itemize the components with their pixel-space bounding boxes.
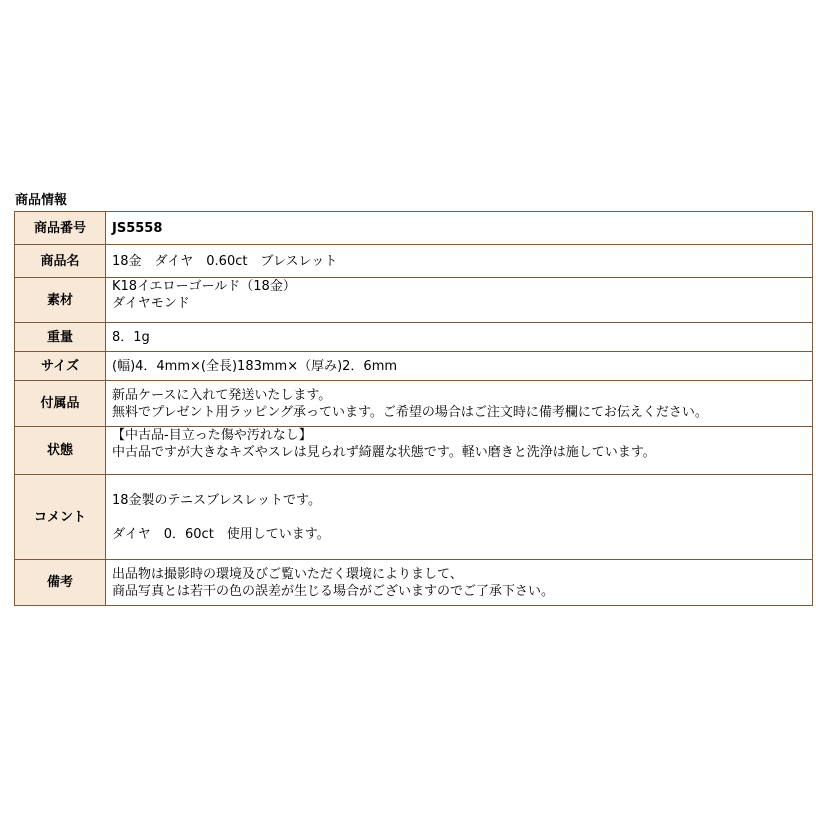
value-comment [106,475,813,560]
row-accessories [15,381,813,427]
row-product-number [15,212,813,245]
row-weight [15,323,813,352]
row-notes [15,560,813,606]
product-name-text: 18金 ダイヤ 0.60ct ブレスレット [112,253,338,269]
label-product-number: 商品番号 [15,212,106,245]
value-weight [106,323,813,352]
comment-spacer [112,509,812,526]
label-product-name: 商品名 [15,245,106,278]
product-info-table [14,211,813,606]
value-notes [106,560,813,606]
weight-text: 8．1g [112,329,150,345]
section-title: 商品情報 [15,193,68,208]
material-line-1: K18イエローゴールド（18金） [112,279,296,294]
condition-line-1: 【中古品-目立った傷や汚れなし】 [112,428,312,443]
value-material [106,278,813,323]
row-size [15,352,813,381]
row-material [15,278,813,323]
row-comment [15,475,813,560]
label-weight: 重量 [15,323,106,352]
notes-line-1: 出品物は撮影時の環境及びご覧いただく環境によりまして、 [112,566,463,582]
notes-line-2: 商品写真とは若干の色の誤差が生じる場合がございますのでご了承下さい。 [112,583,555,599]
label-accessories: 付属品 [15,381,106,427]
label-condition: 状態 [15,427,106,475]
value-size [106,352,813,381]
condition-line-2: 中古品ですが大きなキズやスレは見られず綺麗な状態です。軽い磨きと洗浄は施しています。 [112,445,656,460]
row-product-name [15,245,813,278]
size-text: (幅)4．4mm×(全長)183mm×（厚み)2．6mm [112,358,398,374]
value-product-name [106,245,813,278]
label-material: 素材 [15,278,106,323]
material-line-2: ダイヤモンド [112,296,190,311]
accessories-line-2: 無料でプレゼント用ラッピング承っています。ご希望の場合はご注文時に備考欄にてお伝えください。 [112,404,708,420]
label-size: サイズ [15,352,106,381]
product-number-text: JS5558 [112,220,163,236]
comment-line-2: ダイヤ 0．60ct 使用しています。 [112,526,330,542]
row-condition [15,427,813,475]
value-accessories [106,381,813,427]
value-condition [106,427,813,475]
label-notes: 備考 [15,560,106,606]
comment-line-1: 18金製のテニスブレスレットです。 [112,492,321,508]
label-comment: コメント [15,475,106,560]
accessories-line-1: 新品ケースに入れて発送いたします。 [112,387,332,403]
value-product-number [106,212,813,245]
